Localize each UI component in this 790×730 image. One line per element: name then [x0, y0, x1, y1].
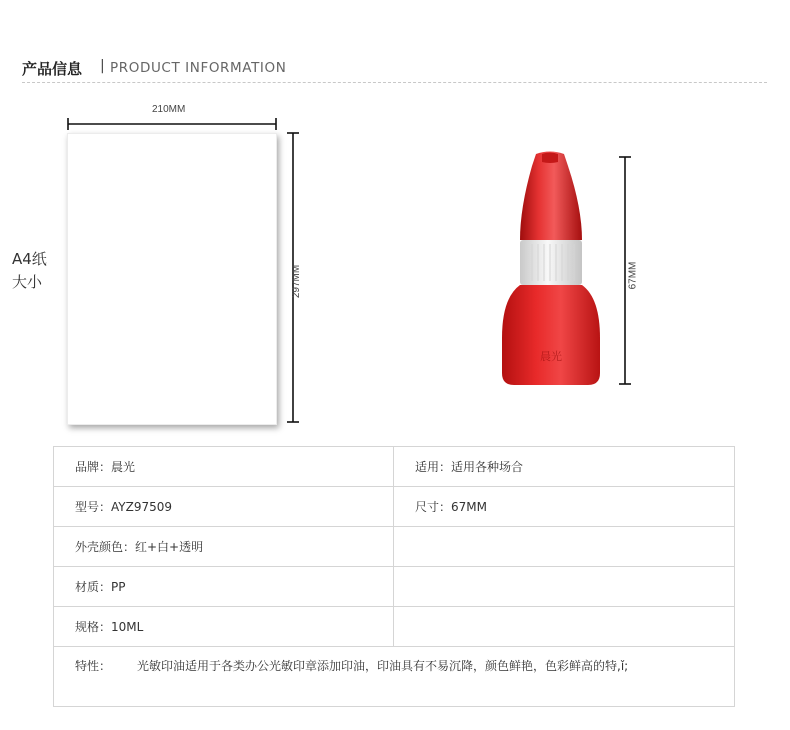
spec-row-brand [54, 447, 735, 487]
a4-paper-image [67, 133, 277, 425]
feature-cell [54, 647, 735, 707]
spec-row-model [54, 487, 735, 527]
bottle-collar [520, 240, 582, 285]
a4-size-label-line1: A4纸 [12, 250, 47, 268]
section-title-cn: 产品信息 [22, 60, 83, 78]
spec-cell: 适用：适用各种场合 [394, 447, 735, 487]
spec-cell [394, 607, 735, 647]
spec-cell [394, 527, 735, 567]
bottle-nozzle [542, 153, 558, 164]
spec-row-volume [54, 607, 735, 647]
spec-row-material [54, 567, 735, 607]
feature-label: 特性： [75, 659, 112, 673]
spec-cell: 外壳颜色：红+白+透明 [54, 527, 394, 567]
ink-bottle-image [490, 148, 610, 388]
spec-cell: 品牌：晨光 [54, 447, 394, 487]
spec-cell: 材质：PP [54, 567, 394, 607]
bottle-cap [520, 152, 582, 241]
title-separator: | [100, 58, 105, 74]
spec-cell [394, 567, 735, 607]
bottle-height-label: 67MM [627, 261, 639, 290]
spec-cell: 尺寸：67MM [394, 487, 735, 527]
feature-text: 光敏印油适用于各类办公光敏印章添加印油，印油具有不易沉降，颜色鲜艳，色彩鲜高的特,ǐ; [137, 659, 629, 673]
spec-row-color [54, 527, 735, 567]
paper-height-label: 297MM [291, 264, 303, 299]
paper-width-label: 210MM [152, 104, 186, 115]
section-title-en: PRODUCT INFORMATION [110, 60, 287, 76]
spec-cell: 型号：AYZ97509 [54, 487, 394, 527]
spec-row-features [54, 647, 735, 707]
bottle-embossed-text: 晨光 [540, 350, 562, 363]
bottle-body [502, 285, 600, 385]
a4-size-label-line2: 大小 [12, 273, 43, 291]
spec-table [53, 446, 735, 707]
spec-cell: 规格：10ML [54, 607, 394, 647]
